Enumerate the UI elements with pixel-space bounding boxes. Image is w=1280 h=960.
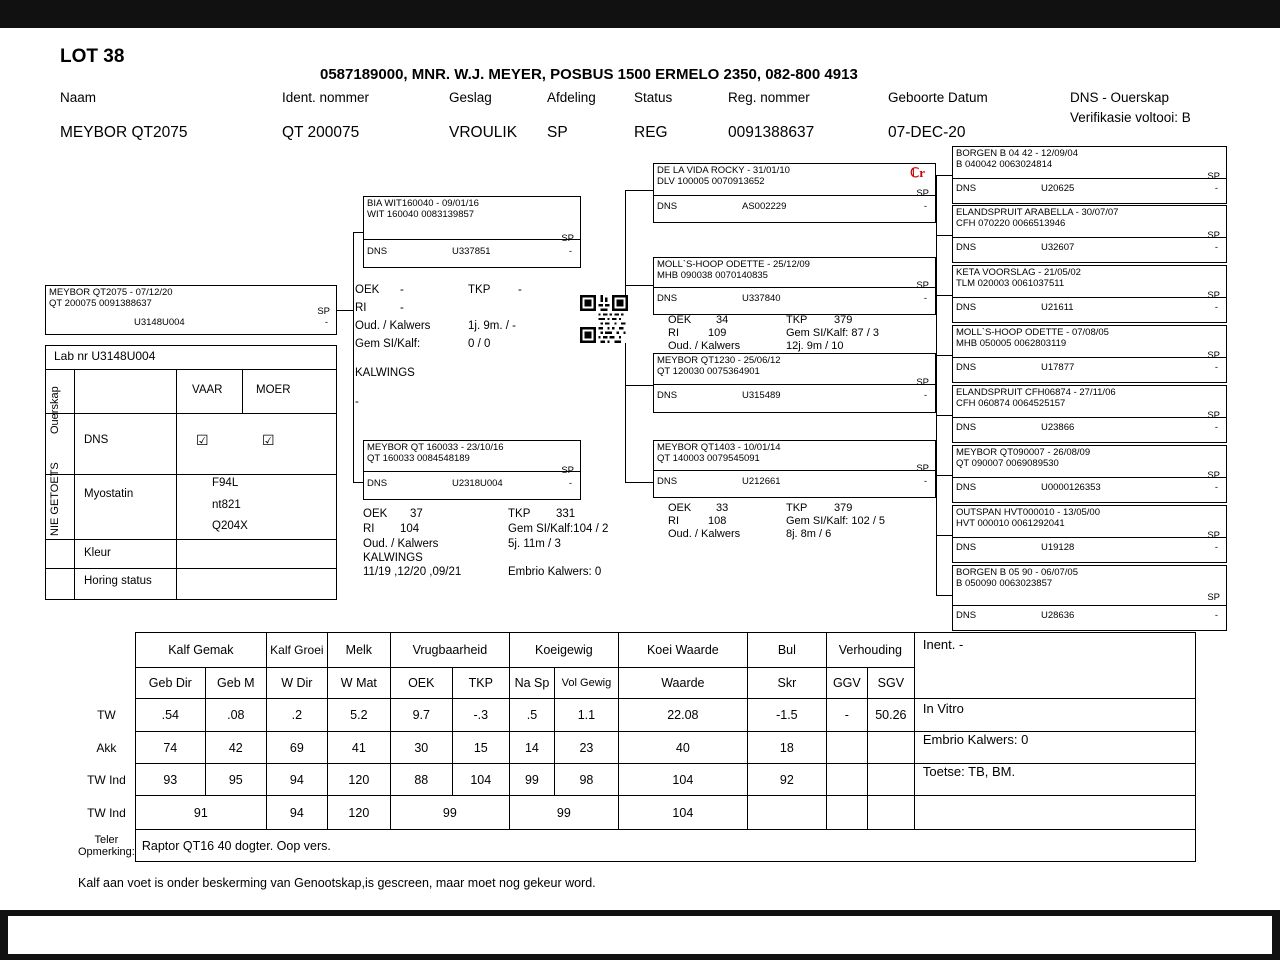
akk-vol-gewig: 23 xyxy=(555,732,619,764)
gen4-name-4: MOLL`S-HOOP ODETTE - 07/08/05 xyxy=(956,327,1109,338)
footnote: Kalf aan voet is onder beskerming van Genootskap,is gescreen, maar moet nog gekeur word. xyxy=(78,876,596,890)
tw-skr: -1.5 xyxy=(747,699,826,732)
lab-myo-f94l: F94L xyxy=(212,477,239,489)
gen3-4-tkp-label: TKP xyxy=(786,502,808,514)
dam-oek-value: 37 xyxy=(410,508,423,520)
gen4-dash-3: - xyxy=(1214,302,1218,313)
gen4-reg-2: U32607 xyxy=(1041,242,1075,253)
gen3-4-ri: 108 xyxy=(708,515,727,527)
gen4-id-5: CFH 060874 0064525157 xyxy=(956,398,1066,409)
sub-vol-gewig: Vol Gewig xyxy=(555,668,619,699)
connector xyxy=(936,595,952,596)
sire-tkp-value: - xyxy=(518,284,522,296)
gen3-4-tkp: 379 xyxy=(834,502,853,514)
gen4-reg-4: U17877 xyxy=(1041,362,1075,373)
gen3-2-oek-label: OEK xyxy=(668,314,692,326)
connector xyxy=(936,355,952,356)
dam-kalwings-label: KALWINGS xyxy=(363,552,423,564)
header-label-reg: Reg. nommer xyxy=(728,90,810,105)
gen4-dns-4: DNS xyxy=(956,362,977,373)
row-label-akk: Akk xyxy=(96,740,117,755)
teler-label: Teler Opmerking: xyxy=(78,833,135,858)
gen4-box-5 xyxy=(952,385,1227,443)
akk-geb-m: 42 xyxy=(205,732,266,764)
gen3-id-4: QT 140003 0079545091 xyxy=(657,453,760,464)
subject-sp: SP xyxy=(317,306,330,317)
gen3-reg-1: AS002229 xyxy=(742,201,787,212)
table-group-header-row xyxy=(78,633,1195,668)
gen3-sp-1: SP xyxy=(916,188,929,199)
lab-col-vaar: VAAR xyxy=(192,384,223,396)
gen3-box-4 xyxy=(653,440,936,498)
tw-tkp: -.3 xyxy=(452,699,509,732)
gen4-box-3 xyxy=(952,265,1227,323)
akk-oek: 30 xyxy=(390,732,452,764)
gen4-dash-5: - xyxy=(1214,422,1218,433)
gen3-4-gem: Gem SI/Kalf: 102 / 5 xyxy=(786,515,886,527)
connector xyxy=(936,415,952,416)
sub-geb-m: Geb M xyxy=(205,668,266,699)
gen3-name-4: MEYBOR QT1403 - 10/01/14 xyxy=(657,442,781,453)
sub-w-dir: W Dir xyxy=(266,668,327,699)
twind-na-sp: 99 xyxy=(509,764,554,796)
header-label-afdeling: Afdeling xyxy=(547,90,596,105)
gen2-dam-box xyxy=(363,440,581,500)
subject-animal-box xyxy=(45,285,337,335)
gen4-reg-3: U21611 xyxy=(1041,302,1074,313)
header-value-geboorte: 07-DEC-20 xyxy=(888,124,966,141)
dam-oud-label: Oud. / Kalwers xyxy=(363,538,439,550)
lab-side-ouerskap: Ouerskap xyxy=(49,386,61,434)
gen3-id-3: QT 120030 0075364901 xyxy=(657,366,760,377)
gen4-dns-8: DNS xyxy=(956,610,977,621)
row-label-tw: TW xyxy=(97,708,116,722)
sire-tkp-label: TKP xyxy=(468,284,491,296)
sire-ri-label: RI xyxy=(355,302,367,314)
dam-kalwings-value: 11/19 ,12/20 ,09/21 xyxy=(363,566,462,578)
sub-geb-dir: Geb Dir xyxy=(135,668,205,699)
sub-waarde: Waarde xyxy=(618,668,747,699)
gen2-sire-box xyxy=(363,196,581,268)
group-koeigewig: Koeigewig xyxy=(509,633,618,668)
teler-value: Raptor QT16 40 dogter. Oop vers. xyxy=(135,830,1195,862)
gen4-dns-7: DNS xyxy=(956,542,977,553)
sire-ri-value: - xyxy=(400,302,404,314)
gen4-id-6: QT 090007 0069089530 xyxy=(956,458,1059,469)
twind-vol-gewig: 98 xyxy=(555,764,619,796)
group-melk: Melk xyxy=(327,633,390,668)
gen2-sire-id: WIT 160040 0083139857 xyxy=(367,209,475,220)
gen4-dash-1: - xyxy=(1214,183,1218,194)
breeder-address: 0587189000, MNR. W.J. MEYER, POSBUS 1500 ERMELO 2350, 082-800 4913 xyxy=(320,66,858,83)
sire-oud-value: 1j. 9m. / - xyxy=(468,320,516,332)
connector xyxy=(337,310,353,311)
header-label-naam: Naam xyxy=(60,90,97,105)
gen3-name-1: DE LA VIDA ROCKY - 31/01/10 xyxy=(657,165,790,176)
tw-vol-gewig: 1.1 xyxy=(555,699,619,732)
gen4-sp-4: SP xyxy=(1207,350,1220,361)
gen3-4-oek: 33 xyxy=(716,502,729,514)
breed-logo-icon: ℂr xyxy=(910,165,925,180)
gen2-dam-reg: U2318U004 xyxy=(452,478,503,489)
gen2-dam-dns: DNS xyxy=(367,478,388,489)
connector xyxy=(625,385,653,386)
lab-row-kleur: Kleur xyxy=(84,547,111,559)
sub-sgv: SGV xyxy=(867,668,914,699)
gen4-name-5: ELANDSPRUIT CFH06874 - 27/11/06 xyxy=(956,387,1116,398)
gen3-name-2: MOLL`S-HOOP ODETTE - 25/12/09 xyxy=(657,259,810,270)
twind-geb-m: 95 xyxy=(205,764,266,796)
gen3-dns-1: DNS xyxy=(657,201,678,212)
twind-skr: 92 xyxy=(747,764,826,796)
header-value-geslag: VROULIK xyxy=(449,124,518,141)
gen4-sp-1: SP xyxy=(1207,171,1220,182)
header-label-status: Status xyxy=(634,90,673,105)
lab-row-horing: Horing status xyxy=(84,575,152,587)
connector xyxy=(353,232,363,233)
akk-ggv xyxy=(826,732,867,764)
gen2-sire-reg: U337851 xyxy=(452,246,491,257)
group-koei-waarde: Koei Waarde xyxy=(618,633,747,668)
header-label-ident: Ident. nommer xyxy=(282,90,370,105)
dam-gem: Gem SI/Kalf:104 / 2 xyxy=(508,523,609,535)
header-value-naam: MEYBOR QT2075 xyxy=(60,124,188,141)
table-row-akk xyxy=(78,732,1195,764)
gen4-dns-6: DNS xyxy=(956,482,977,493)
sire-oek-value: - xyxy=(400,284,404,296)
header-value-afdeling: SP xyxy=(547,124,568,141)
connector xyxy=(625,190,653,191)
group-kalf-gemak: Kalf Gemak xyxy=(135,633,266,668)
gen4-dns-1: DNS xyxy=(956,183,977,194)
gen3-dns-2: DNS xyxy=(657,293,678,304)
gen4-id-7: HVT 000010 0061292041 xyxy=(956,518,1065,529)
gen4-box-4 xyxy=(952,325,1227,383)
gen3-2-oek: 34 xyxy=(716,314,729,326)
gen4-name-6: MEYBOR QT090007 - 26/08/09 xyxy=(956,447,1091,458)
header-label-geboorte: Geboorte Datum xyxy=(888,90,988,105)
gen4-name-2: ELANDSPRUIT ARABELLA - 30/07/07 xyxy=(956,207,1119,218)
gen4-reg-1: U20625 xyxy=(1041,183,1075,194)
dam-tkp-value: 331 xyxy=(556,508,576,520)
gen3-reg-2: U337840 xyxy=(742,293,781,304)
gen4-dns-5: DNS xyxy=(956,422,977,433)
gen4-dash-7: - xyxy=(1214,542,1218,553)
sum-koei-waarde: 104 xyxy=(618,796,747,830)
connector xyxy=(936,475,952,476)
twind-tkp: 104 xyxy=(452,764,509,796)
sub-oek: OEK xyxy=(390,668,452,699)
breeding-values-table xyxy=(78,632,1196,862)
gen3-sp-4: SP xyxy=(916,463,929,474)
gen2-dam-dash: - xyxy=(568,478,572,489)
lab-col-moer: MOER xyxy=(256,384,291,396)
group-verhouding: Verhouding xyxy=(826,633,914,668)
tw-w-mat: 5.2 xyxy=(327,699,390,732)
group-vrugbaarheid: Vrugbaarheid xyxy=(390,633,509,668)
sub-tkp: TKP xyxy=(452,668,509,699)
gen3-id-2: MHB 090038 0070140835 xyxy=(657,270,768,281)
gen3-dash-3: - xyxy=(923,390,927,401)
gen2-dam-name: MEYBOR QT 160033 - 23/10/16 xyxy=(367,442,504,453)
header-value-ident: QT 200075 xyxy=(282,124,360,141)
gen3-2-ri-label: RI xyxy=(668,327,679,339)
header-verifikasie: Verifikasie voltooi: B xyxy=(1070,110,1191,125)
akk-waarde: 40 xyxy=(618,732,747,764)
gen4-sp-2: SP xyxy=(1207,230,1220,241)
table-row-tw xyxy=(78,699,1195,732)
subject-lab: U3148U004 xyxy=(134,317,185,328)
gen4-sp-7: SP xyxy=(1207,530,1220,541)
gen4-box-8 xyxy=(952,565,1227,631)
gen4-name-8: BORGEN B 05 90 - 06/07/05 xyxy=(956,567,1078,578)
akk-w-dir: 69 xyxy=(266,732,327,764)
twind-geb-dir: 93 xyxy=(135,764,205,796)
gen4-id-8: B 050090 0063023857 xyxy=(956,578,1053,589)
table-teler-row xyxy=(78,830,1195,862)
sum-melk: 120 xyxy=(327,796,390,830)
gen4-dash-4: - xyxy=(1214,362,1218,373)
gen4-reg-6: U0000126353 xyxy=(1041,482,1101,493)
lab-myo-nt821: nt821 xyxy=(212,499,241,511)
twind-oek: 88 xyxy=(390,764,452,796)
inent-cell: Inent. - xyxy=(914,633,1195,699)
gen2-dam-id: QT 160033 0084548189 xyxy=(367,453,470,464)
connector xyxy=(625,285,653,286)
twind-w-dir: 94 xyxy=(266,764,327,796)
connector xyxy=(936,175,952,176)
lab-myo-q204x: Q204X xyxy=(212,520,248,532)
tw-geb-dir: .54 xyxy=(135,699,205,732)
gen4-box-2 xyxy=(952,205,1227,263)
lot-number: LOT 38 xyxy=(60,46,125,67)
connector xyxy=(353,232,354,482)
row-label-twind: TW Ind xyxy=(87,772,126,787)
subject-dash: - xyxy=(324,317,328,328)
gen3-2-tkp-label: TKP xyxy=(786,314,808,326)
header-value-status: REG xyxy=(634,124,668,141)
lab-side-nie-getoets: NIE GETOETS xyxy=(49,462,61,536)
sub-ggv: GGV xyxy=(826,668,867,699)
subject-id: QT 200075 0091388637 xyxy=(49,298,152,309)
sire-gem-value: 0 / 0 xyxy=(468,338,491,350)
dam-tkp-label: TKP xyxy=(508,508,531,520)
lab-table xyxy=(45,345,337,600)
sire-kalwings-label: KALWINGS xyxy=(355,367,415,379)
connector xyxy=(936,175,937,595)
gen4-reg-8: U28636 xyxy=(1041,610,1075,621)
gen3-dns-4: DNS xyxy=(657,476,678,487)
gen3-4-ri-label: RI xyxy=(668,515,679,527)
akk-geb-dir: 74 xyxy=(135,732,205,764)
gen4-dns-2: DNS xyxy=(956,242,977,253)
tw-w-dir: .2 xyxy=(266,699,327,732)
gen4-name-3: KETA VOORSLAG - 21/05/02 xyxy=(956,267,1081,278)
gen4-dash-8: - xyxy=(1214,610,1218,621)
sum-koeigewig: 99 xyxy=(509,796,618,830)
tw-oek: 9.7 xyxy=(390,699,452,732)
tw-sgv: 50.26 xyxy=(867,699,914,732)
sire-oek-label: OEK xyxy=(355,284,380,296)
group-bul: Bul xyxy=(747,633,826,668)
connector xyxy=(936,295,952,296)
gen4-reg-5: U23866 xyxy=(1041,422,1075,433)
gen4-dash-6: - xyxy=(1214,482,1218,493)
gen4-dns-3: DNS xyxy=(956,302,977,313)
dam-oud-value: 5j. 11m / 3 xyxy=(508,538,561,550)
gen4-sp-8: SP xyxy=(1207,592,1220,603)
invitro-cell: In Vitro xyxy=(914,699,1195,732)
sum-kalf-groei: 94 xyxy=(266,796,327,830)
gen3-reg-3: U315489 xyxy=(742,390,781,401)
qr-code xyxy=(580,295,628,343)
dam-oek-label: OEK xyxy=(363,508,388,520)
twind-w-mat: 120 xyxy=(327,764,390,796)
connector xyxy=(625,482,653,483)
subject-name: MEYBOR QT2075 - 07/12/20 xyxy=(49,287,173,298)
tw-waarde: 22.08 xyxy=(618,699,747,732)
connector xyxy=(936,535,952,536)
twind-sgv xyxy=(867,764,914,796)
gen4-id-1: B 040042 0063024814 xyxy=(956,159,1053,170)
akk-tkp: 15 xyxy=(452,732,509,764)
sum-kalf-gemak: 91 xyxy=(135,796,266,830)
tw-na-sp: .5 xyxy=(509,699,554,732)
group-kalf-groei: Kalf Groei xyxy=(266,633,327,668)
gen3-dash-1: - xyxy=(923,201,927,212)
akk-na-sp: 14 xyxy=(509,732,554,764)
gen3-dns-3: DNS xyxy=(657,390,678,401)
gen4-box-7 xyxy=(952,505,1227,563)
lab-title: Lab nr U3148U004 xyxy=(54,349,156,363)
gen4-sp-6: SP xyxy=(1207,470,1220,481)
gen4-id-3: TLM 020003 0061037511 xyxy=(956,278,1065,289)
gen2-sire-dash: - xyxy=(568,246,572,257)
gen4-id-2: CFH 070220 0066513946 xyxy=(956,218,1066,229)
embrio-cell: Embrio Kalwers: 0 xyxy=(914,732,1195,764)
twind-waarde: 104 xyxy=(618,764,747,796)
lab-check-vaar: ☑ xyxy=(196,432,209,448)
gen3-sp-3: SP xyxy=(916,377,929,388)
dam-ri-value: 104 xyxy=(400,523,420,535)
gen4-name-1: BORGEN B 04 42 - 12/09/04 xyxy=(956,148,1078,159)
sire-kalwings-value: - xyxy=(355,396,359,408)
gen2-sire-sp: SP xyxy=(561,233,574,244)
gen4-sp-3: SP xyxy=(1207,290,1220,301)
akk-skr: 18 xyxy=(747,732,826,764)
gen3-sp-2: SP xyxy=(916,280,929,291)
sub-skr: Skr xyxy=(747,668,826,699)
akk-w-mat: 41 xyxy=(327,732,390,764)
gen3-2-ri: 109 xyxy=(708,327,727,339)
sub-na-sp: Na Sp xyxy=(509,668,554,699)
gen3-dash-4: - xyxy=(923,476,927,487)
sub-w-mat: W Mat xyxy=(327,668,390,699)
toetse-cell: Toetse: TB, BM. xyxy=(914,764,1195,796)
row-label-summary: TW Ind xyxy=(87,805,126,820)
gen3-2-gem: Gem SI/Kalf: 87 / 3 xyxy=(786,327,879,339)
dam-embrio: Embrio Kalwers: 0 xyxy=(508,566,602,578)
gen2-sire-dns: DNS xyxy=(367,246,388,257)
bottom-white-strip xyxy=(8,916,1272,954)
tw-geb-m: .08 xyxy=(205,699,266,732)
gen4-reg-7: U19128 xyxy=(1041,542,1075,553)
gen3-dash-2: - xyxy=(923,293,927,304)
gen4-id-4: MHB 050005 0062803119 xyxy=(956,338,1067,349)
lab-row-myostatin: Myostatin xyxy=(84,488,134,500)
header-label-geslag: Geslag xyxy=(449,90,492,105)
gen3-2-tkp: 379 xyxy=(834,314,853,326)
akk-sgv xyxy=(867,732,914,764)
top-letterbox xyxy=(0,0,1280,28)
sire-oud-label: Oud. / Kalwers xyxy=(355,320,431,332)
lab-check-moer: ☑ xyxy=(262,432,275,448)
gen3-box-2 xyxy=(653,257,936,315)
gen4-box-1 xyxy=(952,146,1227,204)
gen3-box-1 xyxy=(653,163,936,223)
sum-vrugbaarheid: 99 xyxy=(390,796,509,830)
table-row-twind xyxy=(78,764,1195,796)
gen4-sp-5: SP xyxy=(1207,410,1220,421)
tw-ggv: - xyxy=(826,699,867,732)
gen2-sire-name: BIA WIT160040 - 09/01/16 xyxy=(367,198,479,209)
table-summary-row xyxy=(78,796,1195,830)
gen3-name-3: MEYBOR QT1230 - 25/06/12 xyxy=(657,355,781,366)
lab-row-dns: DNS xyxy=(84,434,109,446)
gen3-box-3 xyxy=(653,353,936,413)
gen3-4-oud: 8j. 8m / 6 xyxy=(786,528,832,540)
header-value-reg: 0091388637 xyxy=(728,124,815,141)
connector xyxy=(353,482,363,483)
dam-ri-label: RI xyxy=(363,523,375,535)
gen4-dash-2: - xyxy=(1214,242,1218,253)
gen4-box-6 xyxy=(952,445,1227,503)
gen3-reg-4: U212661 xyxy=(742,476,781,487)
gen3-4-oek-label: OEK xyxy=(668,502,692,514)
connector xyxy=(936,235,952,236)
gen4-name-7: OUTSPAN HVT000010 - 13/05/00 xyxy=(956,507,1100,518)
gen3-2-oud-label: Oud. / Kalwers xyxy=(668,340,741,352)
gen3-4-oud-label: Oud. / Kalwers xyxy=(668,528,741,540)
gen2-dam-sp: SP xyxy=(561,465,574,476)
twind-ggv xyxy=(826,764,867,796)
gen3-id-1: DLV 100005 0070913652 xyxy=(657,176,765,187)
sire-gem-label: Gem SI/Kalf: xyxy=(355,338,421,350)
header-dns-ouerskap: DNS - Ouerskap xyxy=(1070,90,1170,105)
gen3-2-oud: 12j. 9m / 10 xyxy=(786,340,844,352)
